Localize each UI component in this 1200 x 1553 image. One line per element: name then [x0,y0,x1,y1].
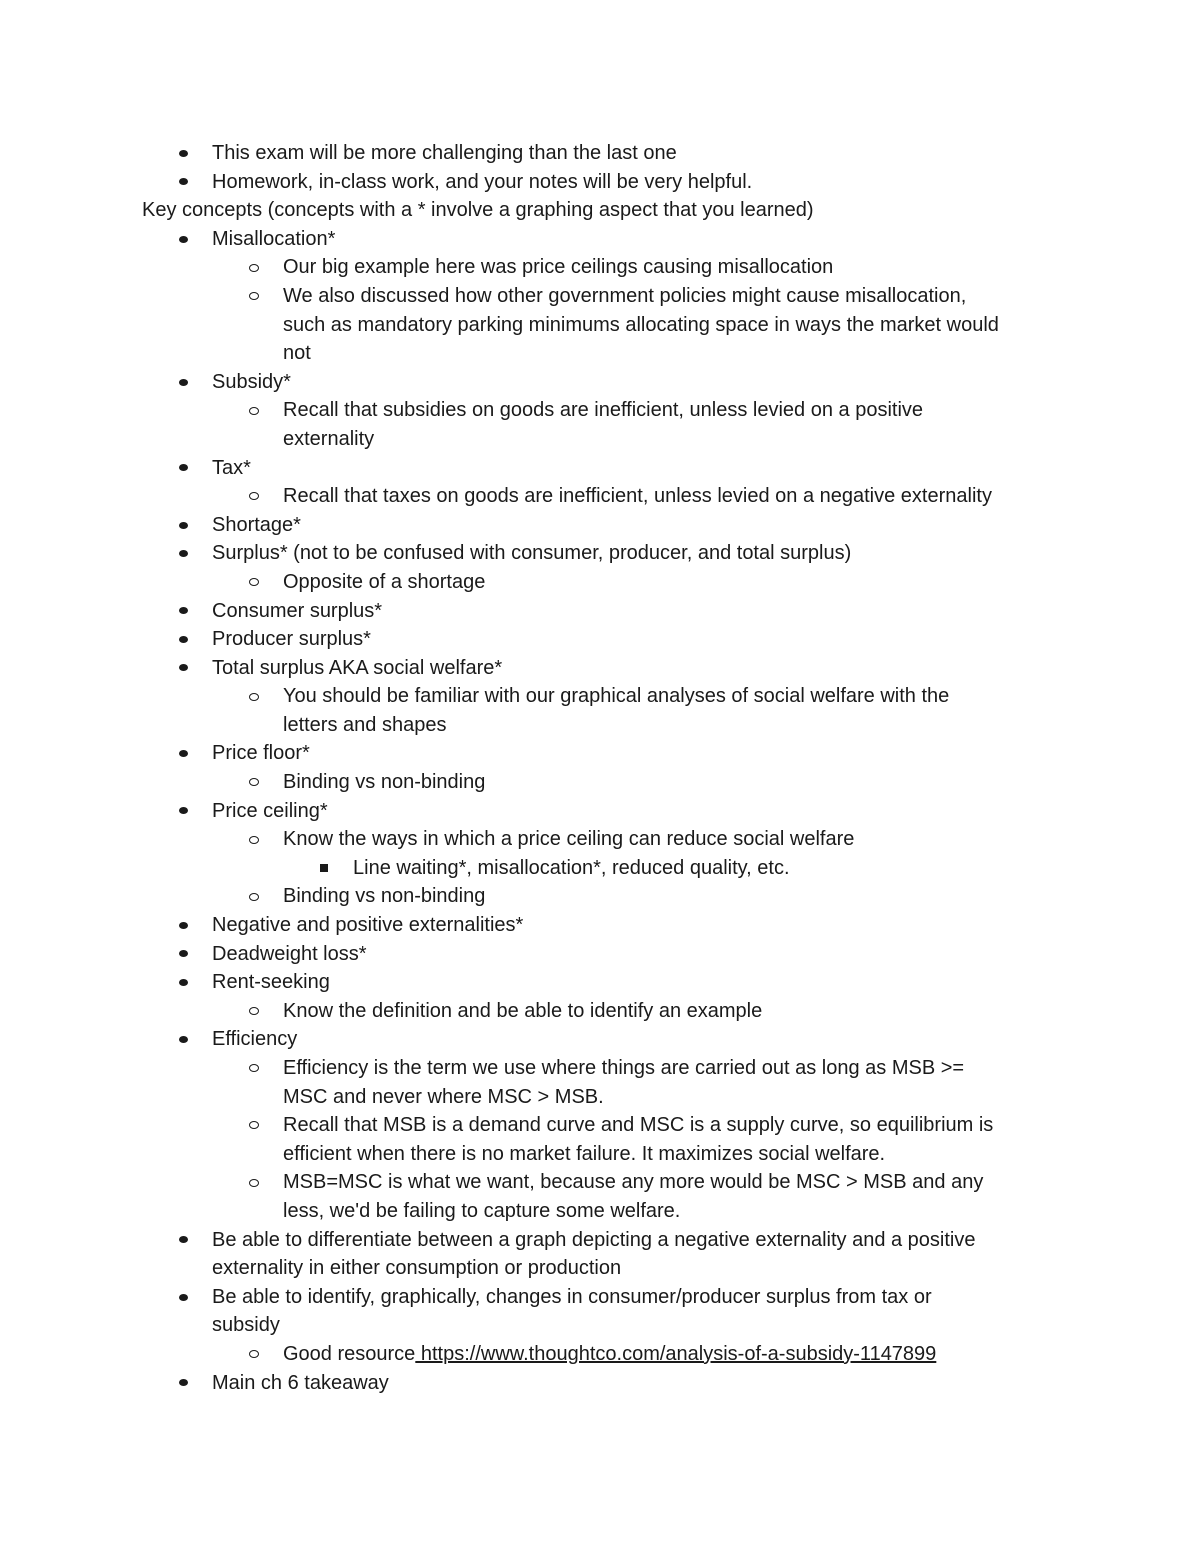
list-item [0,168,1200,197]
list-item-continuation [0,1083,1200,1112]
bullet-circle-icon [246,253,262,282]
list-item [0,368,1200,397]
bullet-square-icon [316,854,332,883]
list-item [0,282,1200,311]
bullet-circle-icon [246,482,262,511]
bullet-disc-icon [175,368,191,397]
list-item [0,597,1200,626]
list-item [0,1369,1200,1398]
list-item [0,568,1200,597]
list-item-text: Deadweight loss* [212,942,367,965]
list-item [0,625,1200,654]
bullet-circle-icon [246,568,262,597]
bullet-disc-icon [175,1226,191,1255]
list-item-text: MSC and never where MSC > MSB. [283,1085,604,1108]
list-item [0,539,1200,568]
list-item-text: Binding vs non-binding [283,771,486,794]
list-item-text: Homework, in-class work, and your notes will be very helpful. [212,170,753,193]
list-item-text: letters and shapes [283,713,447,736]
resource-link[interactable]: https://www.thoughtco.com/analysis-of-a-subsidy-1147899 [415,1342,937,1365]
list-item-text: Total surplus AKA social welfare* [212,656,503,679]
list-item-text: Rent-seeking [212,971,330,994]
bullet-circle-icon [246,1054,262,1083]
list-item-text: Consumer surplus* [212,599,383,622]
list-item [0,997,1200,1026]
bullet-disc-icon [175,625,191,654]
bullet-circle-icon [246,1340,262,1369]
list-item-text: Shortage* [212,513,301,536]
list-item-text: efficient when there is no market failure. It maximizes social welfare. [283,1142,886,1165]
list-item [0,1054,1200,1083]
bullet-disc-icon [175,168,191,197]
list-item [0,682,1200,711]
list-item [0,940,1200,969]
bullet-circle-icon [246,682,262,711]
bullet-circle-icon [246,1168,262,1197]
list-item [0,968,1200,997]
list-item-text: MSB=MSC is what we want, because any more would be MSC > MSB and any [283,1171,984,1194]
list-item [0,768,1200,797]
list-item-text: This exam will be more challenging than the last one [212,142,677,164]
bullet-disc-icon [175,225,191,254]
list-item-continuation [0,1197,1200,1226]
section-heading [0,196,1200,225]
list-item-text: externality in either consumption or production [212,1257,622,1280]
list-item [0,253,1200,282]
bullet-circle-icon [246,1111,262,1140]
list-item-text: subsidy [212,1314,280,1337]
list-item-text: such as mandatory parking minimums allocating space in ways the market would [283,313,999,336]
document-page [0,139,1200,1397]
list-item-text: Producer surplus* [212,628,371,651]
bullet-disc-icon [175,1283,191,1312]
list-item-text: Price ceiling* [212,799,328,822]
list-item-text: Price floor* [212,742,310,765]
list-item-text: Know the definition and be able to identify an example [283,999,763,1022]
list-item-text: You should be familiar with our graphical analyses of social welfare with the [283,685,950,708]
list-item-text: Opposite of a shortage [283,570,486,593]
bullet-disc-icon [175,654,191,683]
list-item-continuation [0,1311,1200,1340]
list-item [0,854,1200,883]
bullet-circle-icon [246,768,262,797]
list-item-text: Surplus* (not to be confused with consumer, producer, and total surplus) [212,542,852,565]
bullet-disc-icon [175,1369,191,1398]
bullet-disc-icon [175,511,191,540]
list-item-text: Good resource [283,1342,416,1365]
list-item-text: Key concepts (concepts with a * involve a graphing aspect that you learned) [142,199,814,222]
list-item-text: Our big example here was price ceilings causing misallocation [283,256,834,279]
bullet-disc-icon [175,797,191,826]
list-item [0,1340,1200,1369]
list-item-text: Recall that MSB is a demand curve and MSC is a supply curve, so equilibrium is [283,1114,994,1137]
list-item-continuation [0,1254,1200,1283]
bullet-circle-icon [246,396,262,425]
list-item-text: Efficiency [212,1028,298,1051]
list-item [0,825,1200,854]
list-item-text: Binding vs non-binding [283,885,486,908]
list-item [0,139,1200,168]
bullet-circle-icon [246,997,262,1026]
bullet-disc-icon [175,454,191,483]
list-item [0,1226,1200,1255]
list-item [0,511,1200,540]
bullet-disc-icon [175,739,191,768]
bullet-circle-icon [246,882,262,911]
list-item-text: Tax* [212,456,251,479]
list-item-continuation [0,339,1200,368]
list-item [0,797,1200,826]
bullet-circle-icon [246,282,262,311]
bullet-disc-icon [175,911,191,940]
list-item-continuation [0,711,1200,740]
bullet-disc-icon [175,940,191,969]
list-item-continuation [0,311,1200,340]
list-item-continuation [0,1140,1200,1169]
list-item-text: Recall that taxes on goods are inefficient, unless levied on a negative externality [283,485,992,508]
list-item [0,1025,1200,1054]
list-item [0,654,1200,683]
list-item-text: not [283,342,311,365]
bullet-circle-icon [246,825,262,854]
bullet-disc-icon [175,139,191,168]
bullet-disc-icon [175,1025,191,1054]
list-item-text: Main ch 6 takeaway [212,1371,389,1394]
list-item [0,225,1200,254]
bullet-disc-icon [175,968,191,997]
bullet-disc-icon [175,539,191,568]
list-item-text: less, we'd be failing to capture some welfare. [283,1199,681,1222]
list-item [0,1168,1200,1197]
list-item-text: Recall that subsidies on goods are inefficient, unless levied on a positive [283,399,924,422]
list-item-continuation [0,425,1200,454]
list-item [0,454,1200,483]
list-item [0,482,1200,511]
list-item [0,882,1200,911]
list-item-text: Subsidy* [212,370,291,393]
list-item-text: Be able to identify, graphically, changes in consumer/producer surplus from tax or [212,1285,932,1308]
list-item [0,911,1200,940]
list-item-text: Be able to differentiate between a graph depicting a negative externality and a positive [212,1228,976,1251]
list-item [0,1111,1200,1140]
list-item [0,739,1200,768]
list-item-text: Line waiting*, misallocation*, reduced quality, etc. [353,856,790,879]
list-item [0,1283,1200,1312]
list-item [0,396,1200,425]
list-item-text: Know the ways in which a price ceiling can reduce social welfare [283,828,855,851]
list-item-text: We also discussed how other government policies might cause misallocation, [283,284,967,307]
list-item-text: Misallocation* [212,227,336,250]
list-item-text: Efficiency is the term we use where things are carried out as long as MSB >= [283,1057,965,1079]
list-item-text: externality [283,427,375,450]
list-item-text: Negative and positive externalities* [212,914,524,937]
bullet-disc-icon [175,597,191,626]
